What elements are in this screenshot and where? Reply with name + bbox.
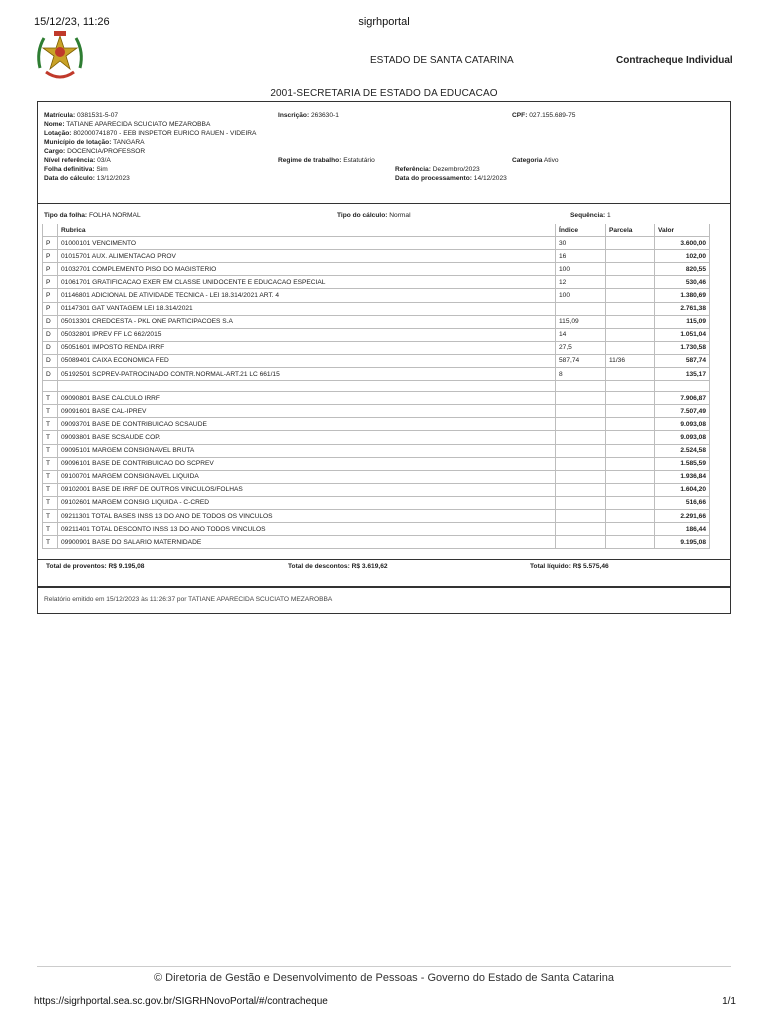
table-row (43, 250, 710, 263)
rubric-value: 1.936,84 (655, 470, 710, 483)
table-row (43, 368, 710, 381)
tipo-folha-value: FOLHA NORMAL (88, 212, 141, 219)
rubric-type: T (43, 418, 58, 431)
rubric-table (42, 224, 710, 549)
header-indice: Índice (556, 224, 606, 237)
rubric-value: 9.093,08 (655, 418, 710, 431)
report-note: Relatório emitido em 15/12/2023 às 11:26:37 por TATIANE APARECIDA SCUCIATO MEZAROBBA (44, 596, 333, 603)
rubric-parcela (606, 250, 655, 263)
rubric-description: 09095101 MARGEM CONSIGNAVEL BRUTA (58, 444, 556, 457)
rubric-index: 27,5 (556, 341, 606, 354)
header-parcela: Parcela (606, 224, 655, 237)
rubric-value: 1.585,59 (655, 457, 710, 470)
rubric-value: 1.730,58 (655, 341, 710, 354)
municipio-value: TANGARA (113, 139, 145, 146)
rubric-description: 05089401 CAIXA ECONOMICA FED (58, 354, 556, 367)
rubric-value: 7.906,87 (655, 392, 710, 405)
rubric-description: 01015701 AUX. ALIMENTACAO PROV (58, 250, 556, 263)
rubric-value: 1.380,69 (655, 289, 710, 302)
rubric-type: T (43, 523, 58, 536)
categoria-value: Ativo (543, 157, 559, 164)
rubric-parcela (606, 444, 655, 457)
footer-text: © Diretoria de Gestão e Desenvolvimento de Pessoas - Governo do Estado de Santa Catarina (154, 972, 614, 984)
table-row (43, 496, 710, 509)
data-calculo-value: 13/12/2023 (96, 175, 130, 182)
rubric-index (556, 523, 606, 536)
rubric-description: 09211301 TOTAL BASES INSS 13 DO ANO DE TODOS OS VINCULOS (58, 509, 556, 522)
matricula-value: 0381531-5-07 (77, 112, 119, 119)
table-row (43, 431, 710, 444)
rubric-index: 587,74 (556, 354, 606, 367)
rubric-index: 12 (556, 276, 606, 289)
rubric-parcela (606, 237, 655, 250)
table-row (43, 315, 710, 328)
data-calculo-row: Data do cálculo: 13/12/2023 (44, 175, 130, 182)
total-liquido: Total líquido: R$ 5.575,46 (530, 563, 609, 570)
sequencia-value: 1 (607, 212, 611, 219)
rubric-value: 587,74 (655, 354, 710, 367)
referencia-row: Referência: Dezembro/2023 (395, 166, 480, 173)
rubric-description: 01061701 GRATIFICACAO EXER EM CLASSE UNIDOCENTE E EDUCACAO ESPECIAL (58, 276, 556, 289)
rubric-parcela (606, 276, 655, 289)
rubric-value: 2.291,66 (655, 509, 710, 522)
rubric-description: 09102601 MARGEM CONSIG LIQUIDA - C-CRED (58, 496, 556, 509)
rubric-index (556, 405, 606, 418)
totals-divider (37, 559, 731, 560)
rubric-type: P (43, 250, 58, 263)
header-valor: Valor (655, 224, 710, 237)
table-row (43, 289, 710, 302)
rubric-description: 01146801 ADICIONAL DE ATIVIDADE TECNICA - LEI 18.314/2021 ART. 4 (58, 289, 556, 302)
rubric-type: T (43, 444, 58, 457)
rubric-type: D (43, 328, 58, 341)
table-row (43, 536, 710, 549)
rubric-parcela: 11/36 (606, 354, 655, 367)
table-row (43, 470, 710, 483)
rubric-parcela (606, 418, 655, 431)
santa-catarina-seal-icon (32, 28, 88, 84)
report-divider (37, 586, 731, 588)
rubric-parcela (606, 470, 655, 483)
nome-value: TATIANE APARECIDA SCUCIATO MEZAROBBA (66, 121, 211, 128)
rubric-parcela (606, 328, 655, 341)
folha-definitiva-row: Folha definitiva: Sim (44, 166, 108, 173)
rubric-parcela (606, 289, 655, 302)
referencia-value: Dezembro/2023 (432, 166, 480, 173)
lotacao-row: Lotação: 802000741870 - EEB INSPETOR EURICO RAUEN - VIDEIRA (44, 130, 257, 137)
rubric-type: T (43, 405, 58, 418)
rubric-type: P (43, 302, 58, 315)
rubric-index (556, 392, 606, 405)
municipio-row: Município de lotação: TANGARA (44, 139, 145, 146)
inscricao-value: 263630-1 (311, 112, 339, 119)
page-number: 1/1 (722, 996, 736, 1007)
rubric-type: T (43, 457, 58, 470)
rubric-index (556, 457, 606, 470)
table-row (43, 405, 710, 418)
table-row (43, 354, 710, 367)
rubric-description: 09093801 BASE SCSAUDE COP. (58, 431, 556, 444)
table-row (43, 392, 710, 405)
rubric-description: 01032701 COMPLEMENTO PISO DO MAGISTERIO (58, 263, 556, 276)
rubric-description: 09096101 BASE DE CONTRIBUICAO DO SCPREV (58, 457, 556, 470)
rubric-type: P (43, 263, 58, 276)
organization-title: 2001-SECRETARIA DE ESTADO DA EDUCACAO (270, 88, 498, 99)
rubric-parcela (606, 315, 655, 328)
table-row (43, 237, 710, 250)
section-divider (37, 203, 731, 204)
rubric-value: 3.600,00 (655, 237, 710, 250)
table-row (43, 276, 710, 289)
rubric-value: 516,66 (655, 496, 710, 509)
regime-row: Regime de trabalho: Estatutário (278, 157, 375, 164)
rubric-index (556, 302, 606, 315)
rubric-parcela (606, 341, 655, 354)
rubric-type: T (43, 470, 58, 483)
rubric-type: D (43, 341, 58, 354)
rubric-description: 09211401 TOTAL DESCONTO INSS 13 DO ANO TODOS VINCULOS (58, 523, 556, 536)
rubric-description: 05013301 CREDCESTA - PKL ONE PARTICIPACOES S.A (58, 315, 556, 328)
nivel-value: 03/A (97, 157, 111, 164)
table-row (43, 483, 710, 496)
cargo-value: DOCENCIA/PROFESSOR (67, 148, 146, 155)
rubric-parcela (606, 431, 655, 444)
total-proventos: Total de proventos: R$ 9.195,08 (46, 563, 145, 570)
rubric-value: 115,09 (655, 315, 710, 328)
rubric-type: P (43, 276, 58, 289)
rubric-value: 820,55 (655, 263, 710, 276)
nivel-row: Nível referência: 03/A (44, 157, 111, 164)
rubric-type: T (43, 431, 58, 444)
rubric-description: 09090801 BASE CALCULO IRRF (58, 392, 556, 405)
rubric-parcela (606, 302, 655, 315)
table-row (43, 302, 710, 315)
footer-divider (37, 966, 731, 967)
data-processamento-row: Data do processamento: 14/12/2023 (395, 175, 507, 182)
rubric-description: 09102001 BASE DE IRRF DE OUTROS VINCULOS/FOLHAS (58, 483, 556, 496)
rubric-type: P (43, 289, 58, 302)
rubric-value: 1.604,20 (655, 483, 710, 496)
rubric-description: 09093701 BASE DE CONTRIBUICAO SCSAUDE (58, 418, 556, 431)
rubric-value: 2.761,38 (655, 302, 710, 315)
spacer-row (43, 381, 710, 392)
rubric-parcela (606, 405, 655, 418)
rubric-parcela (606, 392, 655, 405)
rubric-type: T (43, 496, 58, 509)
rubric-index (556, 418, 606, 431)
state-name: ESTADO DE SANTA CATARINA (370, 55, 514, 66)
categoria-row: Categoria Ativo (512, 157, 559, 164)
rubric-type: T (43, 509, 58, 522)
sequencia-row: Sequência: 1 (570, 212, 611, 219)
cpf-row: CPF: 027.155.689-75 (512, 112, 576, 119)
rubric-index: 16 (556, 250, 606, 263)
tipo-calculo-value: Normal (389, 212, 411, 219)
rubric-index: 14 (556, 328, 606, 341)
rubric-index (556, 470, 606, 483)
total-descontos: Total de descontos: R$ 3.619,62 (288, 563, 388, 570)
rubric-index (556, 509, 606, 522)
table-row (43, 341, 710, 354)
rubric-type: T (43, 392, 58, 405)
rubric-index: 8 (556, 368, 606, 381)
rubric-description: 09100701 MARGEM CONSIGNAVEL LIQUIDA (58, 470, 556, 483)
rubric-type: P (43, 237, 58, 250)
table-row (43, 444, 710, 457)
rubric-parcela (606, 457, 655, 470)
folha-definitiva-value: Sim (96, 166, 108, 173)
rubric-parcela (606, 536, 655, 549)
rubric-value: 530,46 (655, 276, 710, 289)
rubric-index: 30 (556, 237, 606, 250)
table-row (43, 523, 710, 536)
matricula-row: Matrícula: 0381531-5-07 (44, 112, 119, 119)
rubric-index (556, 496, 606, 509)
print-datetime: 15/12/23, 11:26 (34, 16, 110, 28)
rubric-index: 100 (556, 289, 606, 302)
data-processamento-value: 14/12/2023 (473, 175, 507, 182)
table-row (43, 328, 710, 341)
table-row (43, 509, 710, 522)
rubric-index (556, 431, 606, 444)
tab-title: sigrhportal (358, 16, 410, 28)
rubric-value: 135,17 (655, 368, 710, 381)
rubric-description: 09900901 BASE DO SALARIO MATERNIDADE (58, 536, 556, 549)
rubric-index (556, 536, 606, 549)
rubric-value: 9.195,08 (655, 536, 710, 549)
rubric-parcela (606, 483, 655, 496)
cargo-row: Cargo: DOCENCIA/PROFESSOR (44, 148, 146, 155)
rubric-value: 102,00 (655, 250, 710, 263)
table-row (43, 457, 710, 470)
tipo-calculo-row: Tipo do cálculo: Normal (337, 212, 411, 219)
rubric-description: 05032801 IPREV FF LC 662/2015 (58, 328, 556, 341)
rubric-parcela (606, 523, 655, 536)
inscricao-row: Inscrição: 263630-1 (278, 112, 339, 119)
rubric-index: 100 (556, 263, 606, 276)
document-type: Contracheque Individual (616, 55, 733, 66)
rubric-index (556, 483, 606, 496)
rubric-parcela (606, 368, 655, 381)
rubric-type: D (43, 354, 58, 367)
rubric-type: T (43, 536, 58, 549)
header-rubrica: Rubrica (58, 224, 556, 237)
nome-row: Nome: TATIANE APARECIDA SCUCIATO MEZAROBBA (44, 121, 211, 128)
rubric-type: D (43, 368, 58, 381)
rubric-parcela (606, 496, 655, 509)
rubric-type: D (43, 315, 58, 328)
table-row (43, 263, 710, 276)
rubric-description: 05192501 SCPREV-PATROCINADO CONTR.NORMAL-ART.21 LC 661/15 (58, 368, 556, 381)
rubric-value: 2.524,58 (655, 444, 710, 457)
page-url: https://sigrhportal.sea.sc.gov.br/SIGRHNovoPortal/#/contracheque (34, 996, 328, 1007)
cpf-value: 027.155.689-75 (529, 112, 576, 119)
rubric-value: 1.051,04 (655, 328, 710, 341)
rubric-description: 01147301 GAT VANTAGEM LEI 18.314/2021 (58, 302, 556, 315)
rubric-description: 01000101 VENCIMENTO (58, 237, 556, 250)
tipo-folha-row: Tipo da folha: FOLHA NORMAL (44, 212, 141, 219)
rubric-description: 09091601 BASE CAL-IPREV (58, 405, 556, 418)
rubric-parcela (606, 263, 655, 276)
regime-value: Estatutário (343, 157, 375, 164)
rubric-description: 05051601 IMPOSTO RENDA IRRF (58, 341, 556, 354)
lotacao-value: 802000741870 - EEB INSPETOR EURICO RAUEN - VIDEIRA (73, 130, 257, 137)
rubric-index (556, 444, 606, 457)
rubric-type: T (43, 483, 58, 496)
rubric-value: 7.507,49 (655, 405, 710, 418)
table-header-row (43, 224, 710, 237)
rubric-parcela (606, 509, 655, 522)
rubric-value: 9.093,08 (655, 431, 710, 444)
table-row (43, 418, 710, 431)
rubric-index: 115,09 (556, 315, 606, 328)
rubric-value: 186,44 (655, 523, 710, 536)
